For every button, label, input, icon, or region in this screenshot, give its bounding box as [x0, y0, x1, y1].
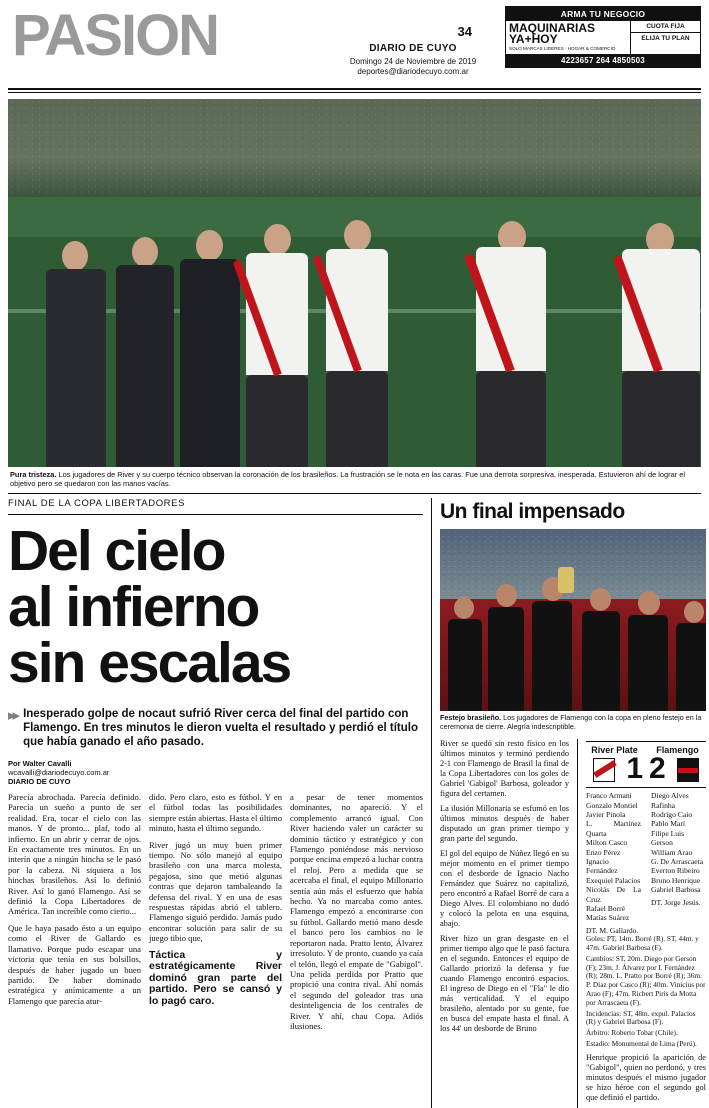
home-score: 1: [626, 752, 643, 786]
paragraph: River jugó un muy buen primer tiempo. No sólo manejó al equipo brasileño con una marca molesta, pegajosa, sino que metió algunas contras que dejaron tambaleando la defensa del rival. Y en una de esas respuestas rápidas abrió el tablero. Flamengo siguió perdido. Jamás pudo encontrar solución para salir de su juego tibio que,: [149, 839, 282, 944]
lineup-home: [586, 791, 641, 935]
list-item: Gerson: [651, 838, 673, 848]
article-kicker: FINAL DE LA COPA LIBERTADORES: [8, 498, 186, 509]
byline-email: wcavalli@diariodecuyo.com.ar: [8, 768, 110, 777]
list-item: Gabriel Barbosa: [651, 885, 701, 895]
scoreboard: [586, 741, 706, 788]
list-item: Rafael Borré: [586, 904, 626, 914]
secondary-columns: [440, 739, 706, 1108]
away-team: [649, 745, 706, 786]
paragraph: Parecía abrochada. Parecía definido. Parecía un sueño a punto de ser realidad. Era, tocar el cielo con las manos. Y de pronto... plaf, todo al infierno. En un abrir y cerrar de ojos. En exactamente tres minutos. En un interín que a ningún hincha se le pasó por la cabeza. Ni siquiera a los hinchas brasileños. Así lo definió River. Así lo ganó Flamengo. Así se definió la Copa Libertadores de América. Tan increíble como cierto...: [8, 792, 141, 917]
list-item: Bruno Henrique: [651, 875, 701, 885]
secondary-headline: Un final impensado: [440, 500, 625, 523]
section-email: deportes@diariodecuyo.com.ar: [357, 67, 469, 76]
secondary-photo-caption: [440, 711, 706, 734]
page-title: [8, 519, 423, 695]
main-photo-caption-lead: Pura tristeza.: [10, 470, 57, 479]
secondary-caption-text: Los jugadores de Flamengo con la copa en pleno festejo en la ceremonia de cierre. Alegría indescriptible.: [440, 713, 702, 731]
article-columns: [8, 792, 423, 1037]
paragraph: Que le haya pasado ésto a un equipo como el River de Gallardo es llamativo. Porque pudo escapar una victoria que tenía en sus bolsillos, después de haber jugado un buen partido. De haber dominado estratégica y anímicamente a un Flamengo que parecía atur-: [8, 922, 141, 1006]
list-item: Franco Armani: [586, 791, 632, 801]
list-item: William Arao: [651, 847, 693, 857]
headline-line-2: al infierno: [8, 575, 259, 639]
headline-line-1: Del cielo: [8, 519, 225, 583]
list-item: Filipe Luis: [651, 828, 685, 838]
masthead-divider: [8, 88, 701, 90]
ad-brand-line-2: YA+HOY: [509, 32, 558, 46]
ad-subtitle: SOLO MARCAS LIDERES · HOGAR & COMERCIO: [509, 46, 616, 51]
pull-quote: Táctica y estratégicamente River dominó gran parte del partido. Pero se cansó y lo pagó caro.: [149, 948, 282, 1007]
paragraph: Henrique propició la aparición de "Gabigol", quien no perdonó, y tres minutos después el mismo jugador se hizo héroe con el segundo gol que definió el partido.: [586, 1052, 706, 1102]
match-goals: Goles: PT, 14m. Borré (R). ST, 44m. y 47m. Gabriel Barbosa (F).: [586, 934, 699, 953]
page-number: 34: [457, 24, 472, 39]
ad-phone-numbers: 4223657 264 4850503: [506, 54, 700, 67]
main-article: [8, 498, 432, 1108]
lineups: [586, 791, 706, 935]
list-item: Nicolás De La Cruz: [586, 885, 641, 904]
secondary-article: [432, 498, 706, 1108]
secondary-column-2: [577, 739, 706, 1108]
match-stadium: Estadio: Monumental de Lima (Perú).: [586, 1039, 697, 1049]
list-item: Gonzalo Montiel: [586, 800, 638, 810]
ad-offer-2: ELIJA TU PLAN: [641, 35, 690, 42]
home-team: [586, 745, 643, 786]
list-item: Exequiel Palacios: [586, 875, 641, 885]
advertisement[interactable]: [505, 6, 701, 68]
secondary-column-1: [440, 739, 569, 1108]
list-item: L. Martínez Quarta: [586, 819, 641, 838]
paragraph: a pesar de tener momentos dominantes, no apareció. Y el complemento arrancó igual. Con River haciendo valer un carácter su dominio táctico y estratégico y con Flamengo poniéndose más nervioso porque encima empezó a luchar contra el reloj. Pero a medida que se acercaba el final, el equipo Millonario sentía aún más el esfuerzo que había hecho. Ya no marcaba como antes. Flamengo empezó a encontrarse con su fútbol. Gallardo metió mano desde el banco pero los cambios no le reportaron nada. Pratto lento, Álvarez irresoluto. Y de pronto, cuando ya caía el telón, llegó el empate de "Gabigol". Una pelida perdida por Pratto que propició una contra rival. Ahí nomás el segundo del goleador tras una desinteligencia de los centrales de River. Y ahí, chau Copa. Adiós ilusiones.: [290, 792, 423, 1031]
list-item: Diego Alves: [651, 791, 689, 801]
byline: [8, 759, 423, 786]
home-team-name: River Plate: [591, 745, 638, 756]
headline-line-3: sin escalas: [8, 631, 291, 695]
byline-author: Por Walter Cavalli: [8, 759, 72, 768]
away-coach: DT. Jorge Jesús.: [651, 897, 701, 907]
list-item: Milton Casco: [586, 838, 628, 848]
main-photo-caption-text: Los jugadores de River y su cuerpo técnico observan la coronación de los brasileños. La frustración se le nota en las caras. Fue una derrota sorpresiva, inesperada. Estuvieron ahí de lograr el objetivo pero se quedaron con las manos vacías.: [10, 470, 685, 488]
match-substitutions: Cambios: ST, 20m. Diego por Gerson (F); 23m. J. Álvarez por I. Fernández (R); 28m. L. Pratto por Borré (R); 36m. P. Díaz por Casco (R); 40m. Vinicius por Arao (F); 47m. Ricbert Piris da Motta por Arrascaeta (F).: [586, 953, 706, 1007]
list-item: Javier Pinola: [586, 810, 626, 819]
paragraph: River se quedó sin resto físico en los últimos minutos y terminó perdiendo 2-1 con Flamengo de Brasil la final de la Copa Libertadores con los goles de Gabriel 'Gabigol' Barbosa, goleador y figura del certamen.: [440, 739, 569, 799]
masthead-divider-thin: [8, 92, 701, 93]
masthead: [8, 3, 701, 84]
paragraph: dido. Pero claro, esto es fútbol. Y en el fútbol todas las posibilidades siempre están abiertas. Hasta el último minuto, hasta el último segundo.: [149, 792, 282, 834]
paragraph: La ilusión Millonaria se esfumó en los últimos minutos después de haber disputado un gran primer tiempo y gran parte del segundo.: [440, 804, 569, 844]
list-item: Ignacio Fernández: [586, 857, 618, 876]
flamengo-crest-icon: [677, 758, 699, 782]
river-crest-icon: [593, 758, 615, 782]
main-photo: [8, 99, 701, 467]
kicker-divider: [8, 514, 423, 515]
list-item: Everton Ribeiro: [651, 866, 700, 876]
article-column-3: [290, 792, 423, 1037]
list-item: Matías Suárez: [586, 913, 630, 923]
match-facts: [586, 935, 706, 1049]
ad-offer-1: CUOTA FIJA: [631, 21, 700, 33]
list-item: Pablo Marí: [651, 819, 685, 829]
article-column-1: [8, 792, 141, 1037]
paragraph: River hizo un gran desgaste en el primer tiempo algo que le pasó factura en el segundo. Entonces el equipo de Gallardo priorizó la defensa y fue cuando Flamengo encontró espacios. El ingreso de Diego en el "Fla" le dio más verticalidad. Y el equipo brasileño, alentado por su gente, fue en busca del empate hasta el final. A los 44' un desborde de Bruno: [440, 934, 569, 1034]
secondary-caption-lead: Festejo brasileño.: [440, 713, 502, 722]
away-team-name: Flamengo: [656, 745, 699, 756]
home-coach: DT. M. Gallardo.: [586, 925, 639, 935]
away-score: 2: [649, 752, 666, 786]
list-item: Rafinha: [651, 800, 676, 810]
issue-date: Domingo 24 de Noviembre de 2019: [349, 57, 477, 66]
lead-text: Inesperado golpe de nocaut sufrió River cerca del final del partido con Flamengo. En tres minutos le dieron vuelta el resultado y perdió el título que había ganado el año pasado.: [23, 708, 418, 748]
masthead-info: [328, 6, 498, 76]
byline-paper: DIARIO DE CUYO: [8, 777, 71, 786]
list-item: Enzo Pérez: [586, 847, 621, 857]
publication-logo: PASION: [12, 3, 219, 68]
match-incidents: Incidencias: ST, 48m. expul. Palacios (R) y Gabriel Barbosa (F).: [586, 1008, 696, 1027]
paragraph: El gol del equipo de Núñez llegó en su mejor momento en el primer tiempo con el desborde de Ignacio Nacho Fernández que Suárez no capitalizó, pero encontró a Rafael Borré de cara a Diego Alves. El colombiano no dudó y colocó la pelota en una esquina, abajo.: [440, 849, 569, 929]
article-body: [8, 498, 706, 1108]
main-photo-caption: [8, 467, 701, 491]
photo-divider: [8, 493, 701, 494]
trophy-icon: [558, 567, 574, 593]
article-column-2: [149, 792, 282, 1037]
lineup-away: [651, 791, 706, 935]
ad-headline: ARMA TU NEGOCIO: [506, 7, 700, 21]
secondary-photo: [440, 529, 706, 711]
list-item: G. De Arrascaeta: [651, 857, 704, 867]
paper-name: DIARIO DE CUYO: [369, 43, 457, 54]
ad-brand-line-1: MAQUINARIAS: [509, 21, 595, 35]
match-referee: Árbitro: Roberto Tobar (Chile).: [586, 1028, 678, 1038]
double-chevron-icon: ▸▸: [8, 708, 18, 724]
article-lead: [8, 707, 423, 749]
list-item: Rodrigo Caio: [651, 810, 693, 819]
